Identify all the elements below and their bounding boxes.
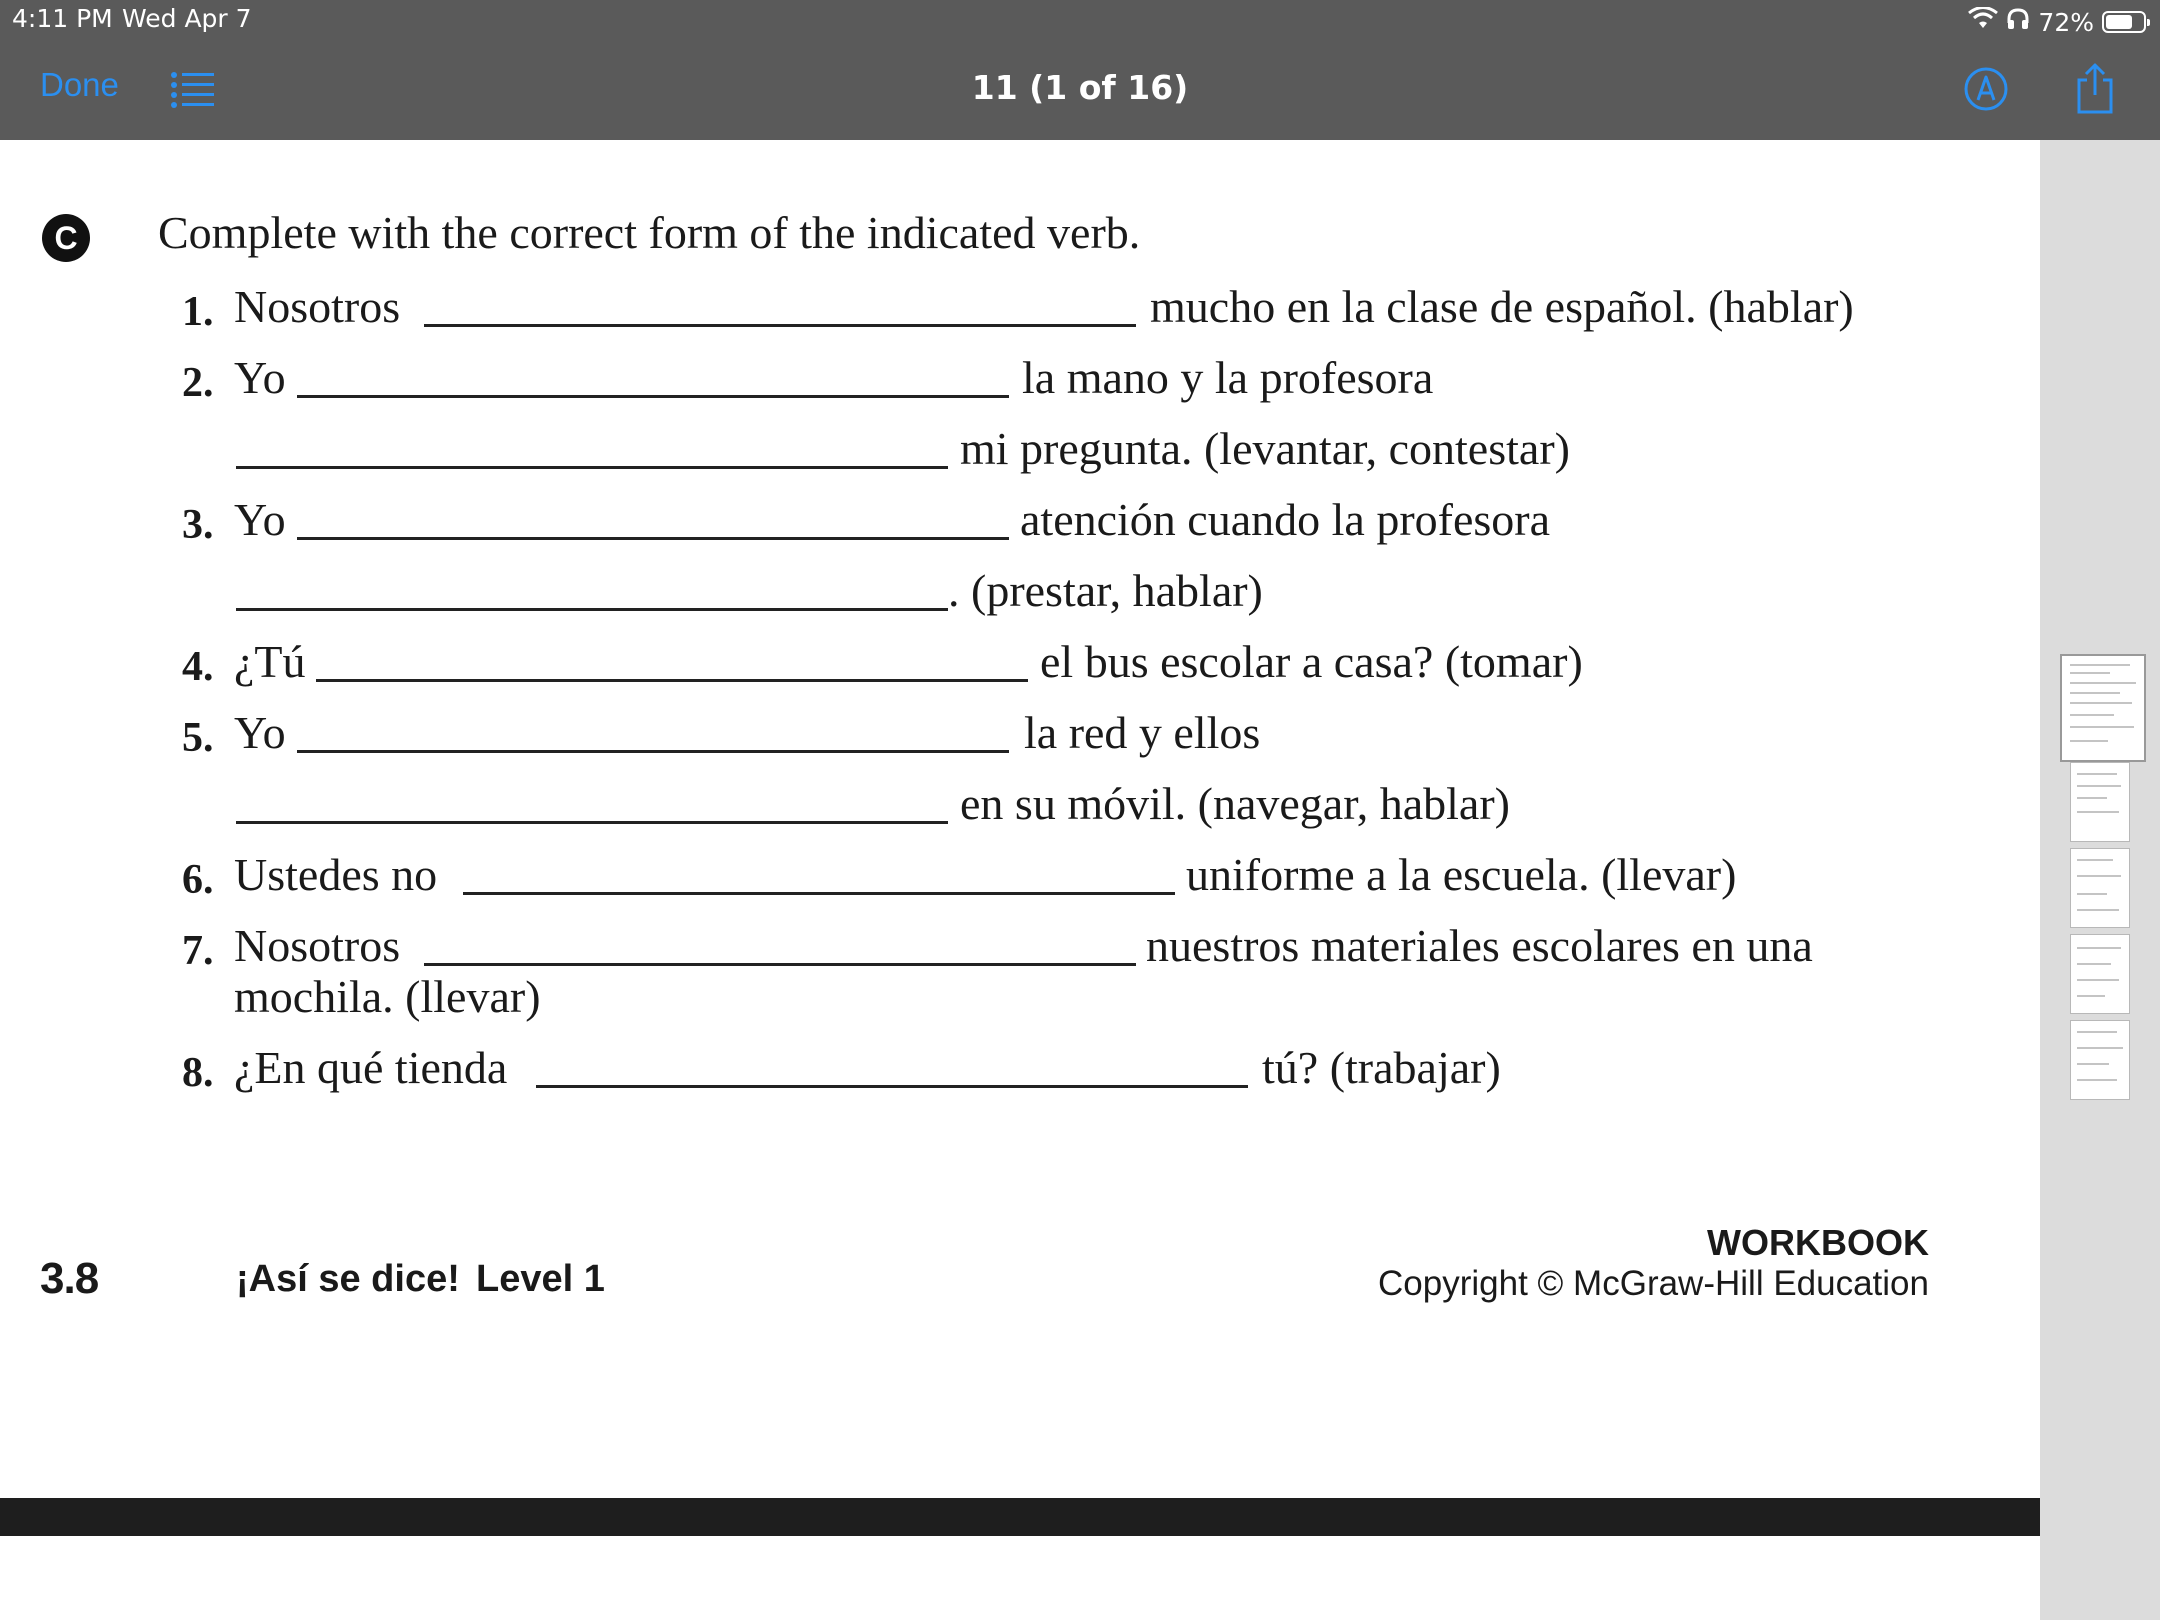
- answer-blank-5b[interactable]: [236, 821, 948, 824]
- item-prefix: Yo: [234, 494, 286, 545]
- answer-blank-3b[interactable]: [236, 608, 948, 611]
- footer-workbook: WORKBOOK: [1707, 1222, 1929, 1263]
- answer-blank-1[interactable]: [424, 324, 1136, 327]
- item-prefix: ¿En qué tienda: [234, 1042, 508, 1093]
- item-number: 1.: [182, 289, 214, 335]
- top-bar: [0, 0, 2160, 140]
- done-button[interactable]: Done: [40, 66, 119, 103]
- answer-blank-2a[interactable]: [297, 395, 1009, 398]
- page-thumbnail[interactable]: [2060, 654, 2146, 762]
- document-page[interactable]: [0, 140, 2040, 1490]
- item-suffix: tú? (trabajar): [1262, 1042, 1501, 1093]
- instructions: Complete with the correct form of the indicated verb.: [158, 207, 1141, 258]
- headphones-icon: [2006, 7, 2030, 37]
- battery-level-fill: [2106, 15, 2132, 29]
- item-prefix: ¿Tú: [234, 636, 306, 687]
- item-prefix: Ustedes no: [234, 849, 438, 900]
- item-prefix: Nosotros: [234, 281, 401, 332]
- item-suffix: la mano y la profesora: [1022, 352, 1434, 403]
- item-suffix: atención cuando la profesora: [1020, 494, 1551, 545]
- thumbnail-rail[interactable]: [2040, 140, 2160, 1620]
- item-suffix: . (prestar, hablar): [948, 565, 1263, 616]
- battery-percent: 72%: [2038, 7, 2094, 37]
- item-number: 3.: [182, 502, 214, 548]
- item-suffix: la red y ellos: [1024, 707, 1261, 758]
- item-number: 5.: [182, 715, 214, 761]
- item-number: 2.: [182, 360, 214, 406]
- item-prefix: Yo: [234, 352, 286, 403]
- status-indicators: [1968, 4, 2146, 40]
- item-suffix: uniforme a la escuela. (llevar): [1186, 849, 1737, 900]
- page-thumbnail[interactable]: [2070, 848, 2130, 928]
- markup-icon[interactable]: [1963, 66, 2009, 112]
- answer-blank-7[interactable]: [424, 963, 1136, 966]
- item-suffix: nuestros materiales escolares en una: [1146, 920, 1813, 971]
- page-bottom-edge: [0, 1498, 2040, 1536]
- item-continuation: mochila. (llevar): [234, 971, 541, 1022]
- answer-blank-5a[interactable]: [297, 750, 1009, 753]
- item-number: 4.: [182, 644, 214, 690]
- item-suffix: mi pregunta. (levantar, contestar): [960, 423, 1570, 474]
- item-suffix: en su móvil. (navegar, hablar): [960, 778, 1510, 829]
- answer-blank-2b[interactable]: [236, 466, 948, 469]
- battery-icon: [2102, 11, 2146, 33]
- item-prefix: Nosotros: [234, 920, 401, 971]
- footer-copyright: Copyright © McGraw-Hill Education: [1378, 1264, 1929, 1303]
- answer-blank-4[interactable]: [316, 679, 1028, 682]
- item-number: 6.: [182, 857, 214, 903]
- share-icon[interactable]: [2073, 62, 2117, 114]
- item-number: 7.: [182, 928, 214, 974]
- section-badge: C: [42, 214, 90, 262]
- status-time: 4:11 PM: [12, 4, 113, 33]
- document-title: 11 (1 of 16): [971, 68, 1189, 107]
- footer-book-title: ¡Así se dice!: [236, 1258, 460, 1300]
- answer-blank-8[interactable]: [536, 1085, 1248, 1088]
- footer-level: Level 1: [476, 1258, 605, 1300]
- page-thumbnail[interactable]: [2070, 762, 2130, 842]
- page-thumbnail[interactable]: [2070, 934, 2130, 1014]
- page-thumbnail[interactable]: [2070, 1020, 2130, 1100]
- footer-page-number: 3.8: [40, 1254, 99, 1303]
- answer-blank-6[interactable]: [463, 892, 1175, 895]
- item-suffix: el bus escolar a casa? (tomar): [1040, 636, 1583, 687]
- item-suffix: mucho en la clase de español. (hablar): [1150, 281, 1854, 332]
- status-date: Wed Apr 7: [122, 4, 252, 33]
- item-prefix: Yo: [234, 707, 286, 758]
- item-number: 8.: [182, 1050, 214, 1096]
- answer-blank-3a[interactable]: [297, 537, 1009, 540]
- wifi-icon: [1968, 7, 1998, 37]
